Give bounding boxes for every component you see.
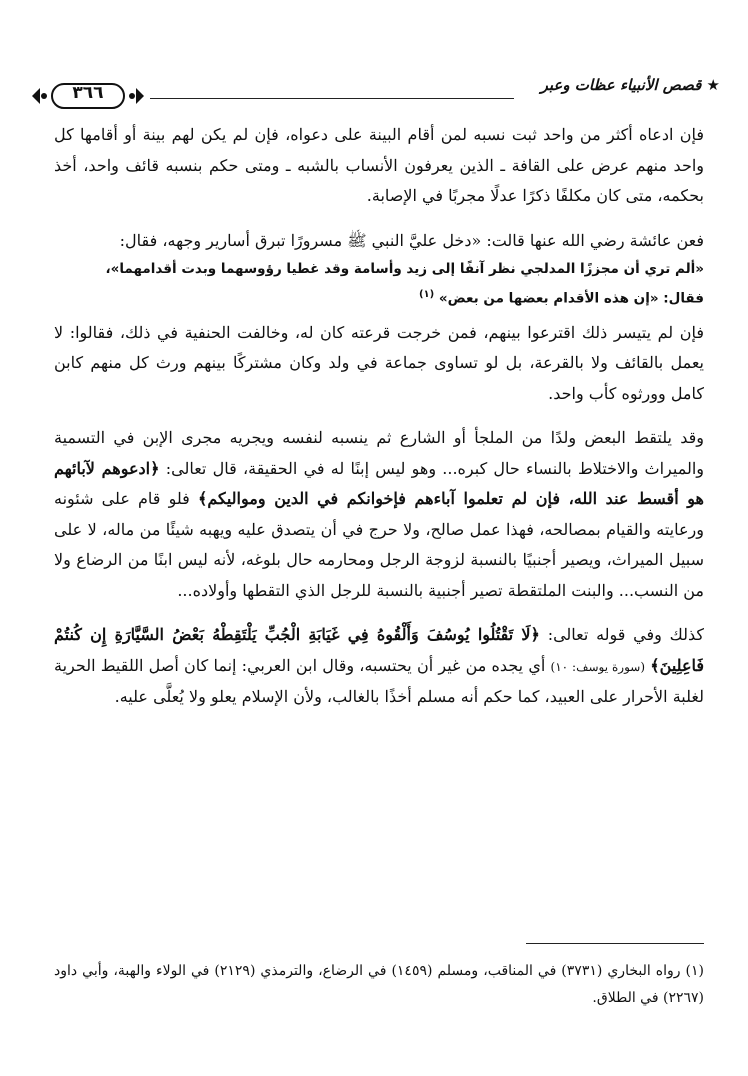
page-number: ٣٦٦ [72,83,104,103]
paragraph-5-body: أي يجده من غير أن يحتسبه، وقال ابن العربي: إنما كان أصل اللقيط الحرية لغلبة الأحرار على العبيد، كما حكم أنه مسلم أخذًا بالغالب، ولأن الإسلام يعلو ولا يُعلَّى عليه. [54,655,704,706]
footnote-marker: (١) [418,289,435,300]
paragraph-3: فإن لم يتيسر ذلك اقترعوا بينهم، فمن خرجت قرعته كان له، وخالفت الحنفية في ذلك، فقالوا: لا يعمل بالقائف ولا بالقرعة، بل لو تساوى جماعة في ولد وكان مشتركًا بينهم ورث كل منهم كابن كامل وورثوه كأب واحد. [54,322,704,403]
footnote: (١) رواه البخاري (٣٧٣١) في المناقب، ومسلم (١٤٥٩) في الرضاع، والترمذي (٢١٢٩) في الولاء والهبة، وأبي داود (٢٢٦٧) في الطلاق. [54,963,705,1006]
quran-verse-1: ﴿ادعوهم لآبائهم هو أقسط عند الله، فإن لم تعلموا آباءهم فإخوانكم في الدين ومواليكم﴾ [54,458,704,508]
paragraph-5 [54,620,704,713]
paragraph-2: فعن عائشة رضي الله عنها قالت: «دخل عليَّ النبي ﷺ مسرورًا تبرق أسارير وجهه، فقال: [119,230,704,250]
paragraph-5-intro: كذلك وفي قوله تعالى: [547,625,705,644]
footnote-separator [526,943,704,944]
paragraph-1: فإن ادعاه أكثر من واحد ثبت نسبه لمن أقام البينة على دعواه، فإن لم يكن لهم بينة أو أقامها كل واحد منهم عرض على القافة ـ الذين يعرفون الأنساب بالشبه ـ ومتى حكم بنسبه قائف واحد، أخذ بحكمه، متى كان مكلفًا ذكرًا عدلًا مجربًا في الإصابة. [54,125,704,205]
verse-reference: (سورة يوسف: ١٠) [550,659,646,674]
hadith-quote-2 [54,282,704,312]
paragraph-4-intro: وقد يلتقط البعض ولدًا من الملجأ أو الشارع ثم ينسبه لنفسه ويجريه مجرى الإبن في التسمية والميراث والاختلاط بالنساء حال كبره... وهو ليس إبنًا له في الحقيقة، قال تعالى: [54,428,704,478]
header-rule [150,98,514,99]
paragraph-4 [54,423,704,606]
page-body [54,120,704,713]
paragraph-4-body: فلو قام على شئونه ورعايته والقيام بمصالحه، فهذا عمل صالح، ولا حرج في أن يتصدق عليه ويهبه شيئًا من ماله، لا على سبيل الميراث، ويصير أجنبيًا بالنسبة لزوجة الرجل ومحارمه حال بلوغه، لأنه ليس ابنًا من الرضاع ولا من النسب... والبنت الملتقطة تصير أجنبية بالنسبة للرجل الذي التقطها وأولاده... [54,489,705,600]
page-number-ornament [28,82,148,110]
running-title: ★ قصص الأنبياء عظات وعبر [540,76,720,94]
quran-verse-2: ﴿لَا تَقْتُلُوا يُوسُفَ وَأَلْقُوهُ فِي غَيَابَةِ الْجُبِّ يَلْتَقِطْهُ بَعْضُ السَّيَّارَةِ إِن كُنتُمْ فَاعِلِينَ﴾ [54,625,705,675]
hadith-quote-1: «ألم تري أن مجززًا المدلجي نظر آنفًا إلى زيد وأسامة وقد غطيا رؤوسهما وبدت أقدامهما»، [105,261,704,277]
hadith-quote-2-text: فقال: «إن هذه الأقدام بعضها من بعض» [438,290,704,307]
page-header [28,76,720,116]
